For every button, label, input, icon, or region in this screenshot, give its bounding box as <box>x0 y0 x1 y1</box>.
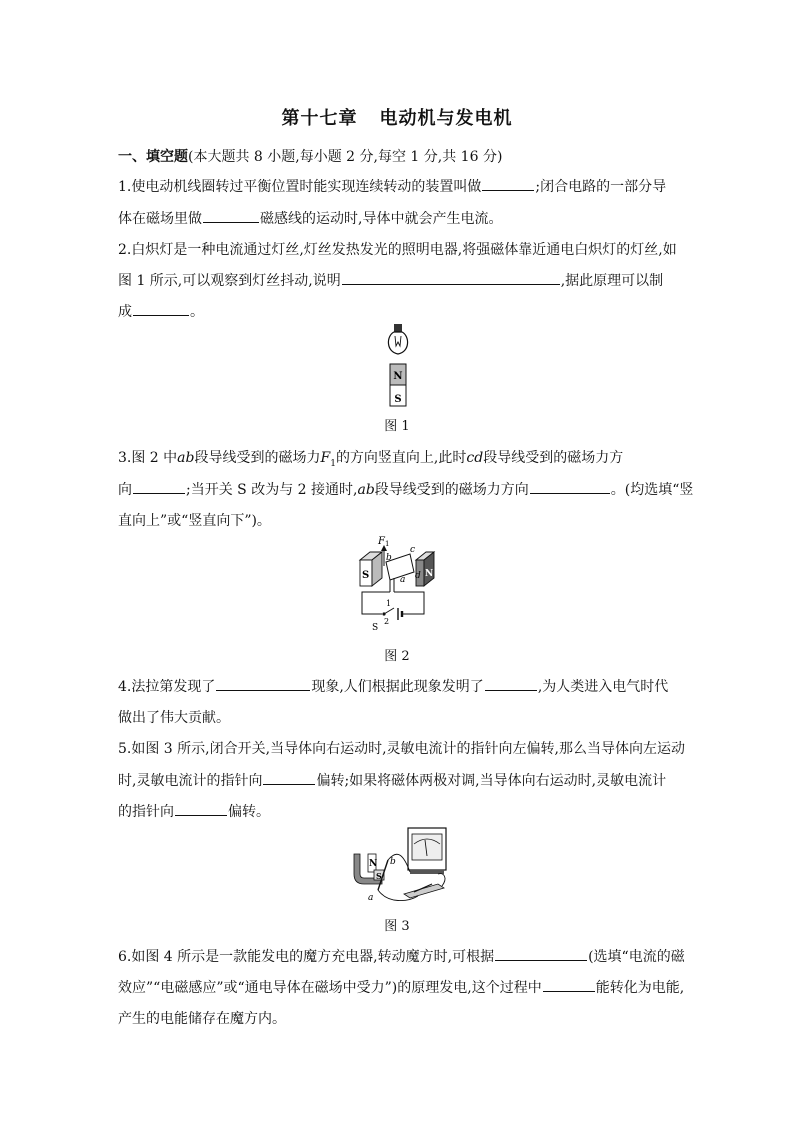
q1-line2: 体在磁场里做 磁感线的运动时,导体中就会产生电流。 <box>118 208 678 228</box>
bulb-base <box>394 324 402 332</box>
q3-line2: 向 ;当开关 S 改为与 2 接通时,ab段导线受到的磁场力方向 。(均选填“竖 <box>118 479 678 499</box>
svg-text:d: d <box>415 571 421 581</box>
section-label: 一、填空题 <box>118 149 188 165</box>
q2-line2: 图 1 所示,可以观察到灯丝抖动,说明 ,据此原理可以制 <box>118 270 678 290</box>
q5-line2: 时,灵敏电流计的指针向 偏转;如果将磁体两极对调,当导体向右运动时,灵敏电流计 <box>118 770 678 790</box>
q4-line2: 做出了伟大贡献。 <box>118 710 230 726</box>
chapter-title <box>0 104 794 130</box>
answer-blank[interactable] <box>203 208 259 223</box>
wire <box>438 874 445 886</box>
svg-text:b: b <box>386 553 392 563</box>
galvanometer-dial <box>412 834 442 860</box>
answer-blank[interactable] <box>485 676 537 691</box>
south-pole-label: S <box>362 570 370 581</box>
svg-text:1: 1 <box>386 599 392 608</box>
q2-line3: 成 。 <box>118 301 678 321</box>
q3-line1: 3.图 2 中ab段导线受到的磁场力$F_1$的方向竖直向上,此时cd段导线受到的磁场力方 <box>118 450 624 469</box>
figure-1-caption: 图 1 <box>384 419 410 434</box>
north-pole-label: N <box>369 859 378 869</box>
north-pole-label: N <box>393 371 403 382</box>
answer-blank[interactable] <box>495 946 587 961</box>
q4-line1: 4.法拉第发现了 现象,人们根据此现象发明了 ,为人类进入电气时代 <box>118 676 678 696</box>
q5-line1: 5.如图 3 所示,闭合开关,当导体向右运动时,灵敏电流计的指针向左偏转,那么当导体向左运动 <box>118 741 685 757</box>
figure-1-bulb-magnet <box>380 322 416 408</box>
answer-blank[interactable] <box>216 676 310 691</box>
svg-text:a: a <box>368 893 374 903</box>
answer-blank[interactable] <box>133 479 185 494</box>
svg-text:a: a <box>400 575 406 585</box>
q2-line1: 2.白炽灯是一种电流通过灯丝,灯丝发热发光的照明电器,将强磁体靠近通电白炽灯的灯丝,如 <box>118 242 677 258</box>
answer-blank[interactable] <box>543 977 595 992</box>
answer-blank[interactable] <box>530 479 610 494</box>
answer-blank[interactable] <box>133 301 189 316</box>
section-description: (本大题共 8 小题,每小题 2 分,每空 1 分,共 16 分) <box>188 149 503 165</box>
svg-text:b: b <box>390 857 396 867</box>
answer-blank[interactable] <box>263 770 315 785</box>
q3-line3: 直向上”或“竖直向下”)。 <box>118 513 271 529</box>
answer-blank[interactable] <box>175 801 227 816</box>
filament <box>395 336 401 346</box>
switch-blade <box>384 608 394 614</box>
answer-blank[interactable] <box>342 270 560 285</box>
south-pole-label: S <box>394 394 402 405</box>
figure-3-caption: 图 3 <box>384 919 410 934</box>
switch-base <box>404 884 444 898</box>
figure-3-induction-setup <box>348 826 452 912</box>
q6-line3: 产生的电能储存在魔方内。 <box>118 1011 286 1027</box>
svg-text:1: 1 <box>385 540 390 548</box>
south-pole-label: S <box>376 871 382 881</box>
svg-text:c: c <box>410 545 416 555</box>
q6-line2: 效应”“电磁感应”或“通电导体在磁场中受力”)的原理发电,这个过程中 能转化为电能, <box>118 977 678 997</box>
svg-text:2: 2 <box>384 617 390 626</box>
q5-line3: 的指针向 偏转。 <box>118 801 678 821</box>
chapter-name: 电动机与发电机 <box>379 108 513 129</box>
q6-line1: 6.如图 4 所示是一款能发电的魔方充电器,转动魔方时,可根据 (选填“电流的磁 <box>118 946 678 966</box>
section-heading <box>118 146 502 166</box>
q1-line1: 1.使电动机线圈转过平衡位置时能实现连续转动的装置叫做 ;闭合电路的一部分导 <box>118 176 678 196</box>
force-label: F <box>378 536 385 547</box>
answer-blank[interactable] <box>482 176 534 191</box>
chapter-number: 第十七章 <box>281 108 358 129</box>
figure-2-motor-circuit <box>352 532 442 634</box>
switch-label: S <box>372 623 379 633</box>
north-pole-label: N <box>425 569 434 579</box>
figure-2-caption: 图 2 <box>384 649 410 664</box>
